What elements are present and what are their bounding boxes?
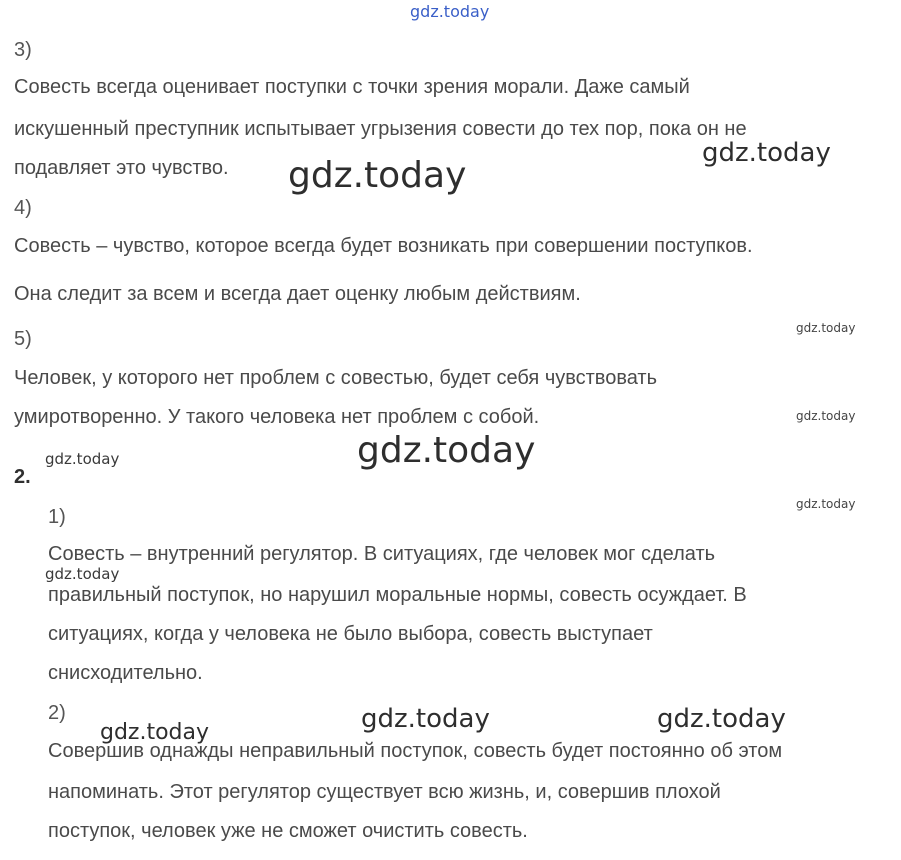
watermark-medium-4: gdz.today — [657, 704, 786, 734]
watermark-medium-3: gdz.today — [361, 704, 490, 734]
item-5-line-1: Человек, у которого нет проблем с совестью, будет себя чувствовать — [14, 367, 657, 389]
watermark-small-3: gdz.today — [45, 450, 120, 468]
item-5-number: 5) — [14, 328, 32, 350]
watermark-small-1: gdz.today — [796, 321, 856, 335]
task-2-item-1-number: 1) — [48, 506, 66, 528]
task-2-number: 2. — [14, 466, 31, 488]
watermark-medium-1: gdz.today — [702, 138, 831, 168]
item-3-line-1: Совесть всегда оценивает поступки с точки зрения морали. Даже самый — [14, 76, 690, 98]
watermark-large-2: gdz.today — [357, 430, 536, 471]
watermark-header: gdz.today — [410, 2, 490, 21]
item-4-number: 4) — [14, 197, 32, 219]
task-2-item-2-line-2: напоминать. Этот регулятор существует всю жизнь, и, совершив плохой — [48, 781, 721, 803]
item-3-line-3: подавляет это чувство. — [14, 157, 229, 179]
watermark-small-4: gdz.today — [796, 497, 856, 511]
task-2-item-2-number: 2) — [48, 702, 66, 724]
watermark-small-2: gdz.today — [796, 409, 856, 423]
task-2-item-1-line-1: Совесть – внутренний регулятор. В ситуациях, где человек мог сделать — [48, 543, 716, 565]
task-2-item-1-line-3: ситуациях, когда у человека не было выбора, совесть выступает — [48, 623, 653, 645]
item-3-line-2: искушенный преступник испытывает угрызения совести до тех пор, пока он не — [14, 118, 747, 140]
item-3-number: 3) — [14, 39, 32, 61]
task-2-item-1-line-4: снисходительно. — [48, 662, 203, 684]
watermark-small-5: gdz.today — [45, 565, 120, 583]
task-2-item-2-line-1: Совершив однажды неправильный поступок, совесть будет постоянно об этом — [48, 740, 783, 762]
watermark-large-1: gdz.today — [288, 155, 467, 196]
item-4-line-1: Совесть – чувство, которое всегда будет возникать при совершении поступков. — [14, 235, 753, 257]
watermark-medium-2: gdz.today — [100, 720, 210, 745]
task-2-item-2-line-3: поступок, человек уже не сможет очистить совесть. — [48, 820, 528, 842]
task-2-item-1-line-2: правильный поступок, но нарушил моральные нормы, совесть осуждает. В — [48, 584, 747, 606]
item-5-line-2: умиротворенно. У такого человека нет проблем с собой. — [14, 406, 540, 428]
item-4-line-2: Она следит за всем и всегда дает оценку любым действиям. — [14, 283, 581, 305]
